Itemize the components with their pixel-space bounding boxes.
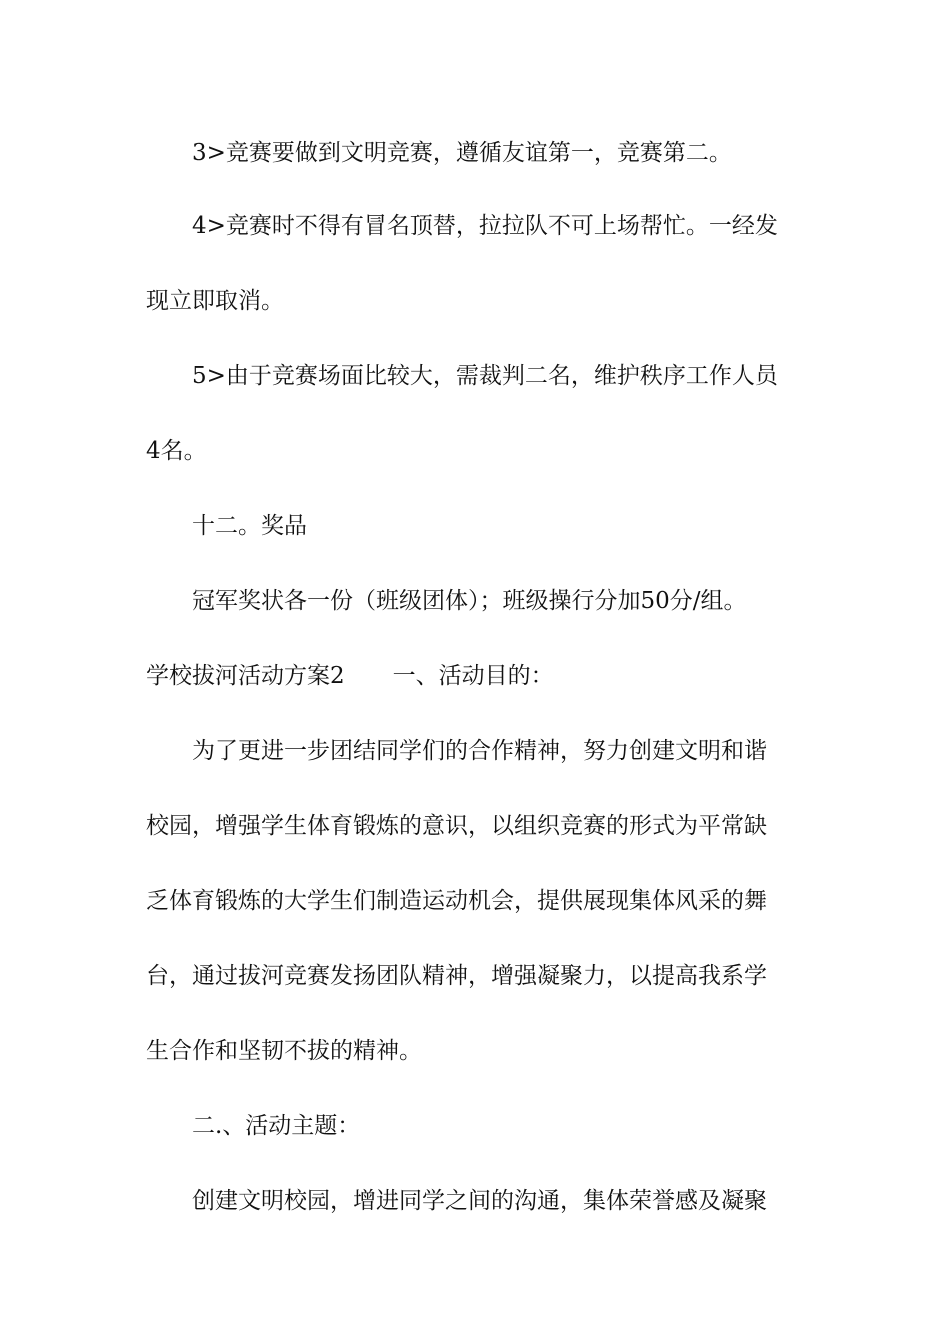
section-twelve-heading: 十二。奖品 (192, 513, 307, 539)
theme-heading: 二.、活动主题： (192, 1113, 361, 1139)
rule-4-text-continued: 现立即取消。 (146, 288, 284, 314)
purpose-paragraph-line-5: 生合作和坚韧不拔的精神。 (146, 1038, 422, 1064)
purpose-paragraph-line-1: 为了更进一步团结同学们的合作精神，努力创建文明和谐 (192, 738, 767, 764)
rule-3-text: 3>竞赛要做到文明竞赛，遵循友谊第一，竞赛第二。 (192, 140, 732, 166)
rule-5-text: 5>由于竞赛场面比较大，需裁判二名，维护秩序工作人员 (192, 363, 778, 389)
rule-4-text: 4>竞赛时不得有冒名顶替，拉拉队不可上场帮忙。一经发 (192, 213, 778, 239)
purpose-paragraph-line-3: 乏体育锻炼的大学生们制造运动机会，提供展现集体风采的舞 (146, 888, 767, 914)
purpose-heading: 一、活动目的： (392, 663, 554, 689)
plan-2-title-line (146, 661, 816, 691)
purpose-paragraph-line-2: 校园，增强学生体育锻炼的意识，以组织竞赛的形式为平常缺 (146, 813, 767, 839)
theme-paragraph-line-1: 创建文明校园，增进同学之间的沟通，集体荣誉感及凝聚 (192, 1188, 767, 1214)
purpose-paragraph-line-4: 台，通过拔河竞赛发扬团队精神，增强凝聚力，以提高我系学 (146, 963, 767, 989)
rule-5-text-continued: 4名。 (146, 438, 207, 464)
prize-text: 冠军奖状各一份（班级团体）；班级操行分加50分/组。 (192, 588, 747, 614)
plan-2-title: 学校拔河活动方案2 (146, 663, 345, 689)
